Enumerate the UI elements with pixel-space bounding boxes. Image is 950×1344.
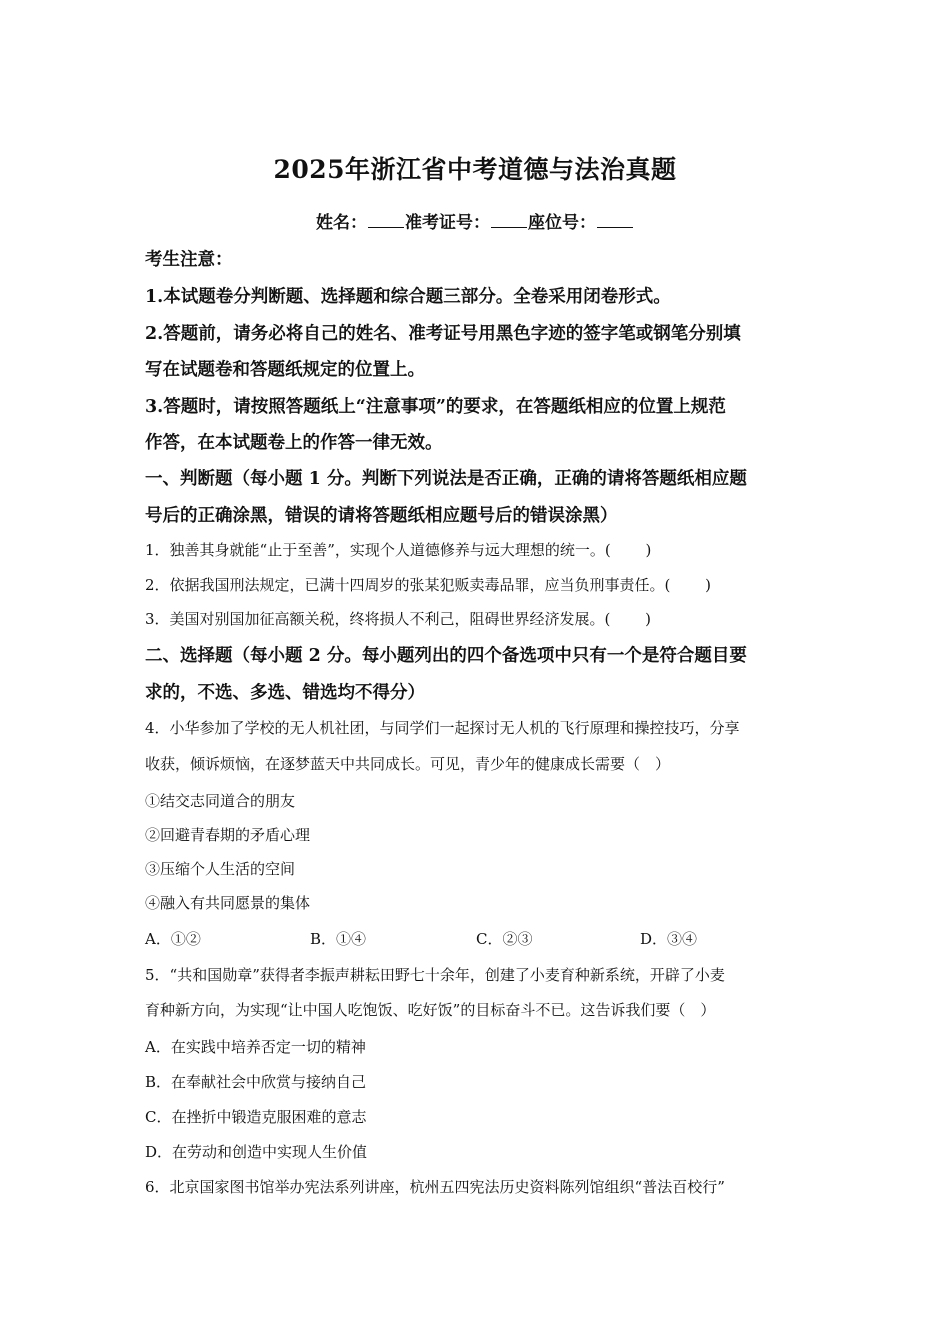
question-6-stem: 6．北京国家图书馆举办宪法系列讲座，杭州五四宪法历史资料陈列馆组织“普法百校行” (145, 1178, 725, 1196)
option-b: B．在奉献社会中欣赏与接纳自己 (145, 1073, 367, 1091)
option-b: B．①④ (310, 930, 367, 948)
statement: ④融入有共同愿景的集体 (145, 894, 311, 912)
statement: ①结交志同道合的朋友 (145, 792, 296, 810)
name-blank (368, 213, 404, 228)
notice-line: 写在试题卷和答题纸规定的位置上。 (145, 360, 425, 380)
section1-heading: 一、判断题（每小题 1 分。判断下列说法是否正确，正确的请将答题纸相应题 (145, 469, 747, 489)
exam-no-label: 准考证号： (405, 213, 490, 233)
option-c: C．在挫折中锻造克服困难的意志 (145, 1108, 367, 1126)
name-label: 姓名： (316, 213, 367, 233)
question-1: 1．独善其身就能“止于至善”，实现个人道德修养与远大理想的统一。( ) (145, 541, 652, 559)
notice-line: 3.答题时，请按照答题纸上“注意事项”的要求，在答题纸相应的位置上规范 (145, 397, 726, 417)
question-3: 3．美国对别国加征高额关税，终将损人不利己，阻碍世界经济发展。( ) (145, 610, 652, 628)
question-5-stem: 5．“共和国勋章”获得者李振声耕耘田野七十余年，创建了小麦育种新系统，开辟了小麦 (145, 966, 725, 984)
page-title: 2025年浙江省中考道德与法治真题 (273, 155, 677, 184)
statement: ②回避青春期的矛盾心理 (145, 826, 311, 844)
option-a: A．在实践中培养否定一切的精神 (145, 1038, 366, 1056)
option-d: D．在劳动和创造中实现人生价值 (145, 1143, 368, 1161)
candidate-info (0, 208, 950, 233)
seat-label: 座位号： (528, 213, 596, 233)
section2-heading: 二、选择题（每小题 2 分。每小题列出的四个备选项中只有一个是符合题目要 (145, 646, 747, 666)
option-c: C．②③ (476, 930, 533, 948)
notice-line: 1.本试题卷分判断题、选择题和综合题三部分。全卷采用闭卷形式。 (145, 287, 671, 307)
notice-heading: 考生注意： (145, 250, 233, 270)
question-4-stem: 4．小华参加了学校的无人机社团，与同学们一起探讨无人机的飞行原理和操控技巧，分享 (145, 719, 740, 737)
question-2: 2．依据我国刑法规定，已满十四周岁的张某犯贩卖毒品罪，应当负刑事责任。( ) (145, 576, 712, 594)
notice-line: 2.答题前，请务必将自己的姓名、准考证号用黑色字迹的签字笔或钢笔分别填 (145, 324, 741, 344)
notice-line: 作答，在本试题卷上的作答一律无效。 (145, 433, 443, 453)
seat-blank (597, 213, 633, 228)
exam-no-blank (491, 213, 527, 228)
question-4-stem: 收获，倾诉烦恼，在逐梦蓝天中共同成长。可见，青少年的健康成长需要（ ） (145, 755, 671, 773)
section2-heading: 求的，不选、多选、错选均不得分） (145, 683, 425, 703)
option-a: A．①② (145, 930, 201, 948)
section1-heading: 号后的正确涂黑，错误的请将答题纸相应题号后的错误涂黑） (145, 506, 618, 526)
question-5-stem: 育种新方向，为实现“让中国人吃饱饭、吃好饭”的目标奋斗不已。这告诉我们要（ ） (145, 1001, 716, 1019)
statement: ③压缩个人生活的空间 (145, 860, 296, 878)
option-d: D．③④ (640, 930, 698, 948)
